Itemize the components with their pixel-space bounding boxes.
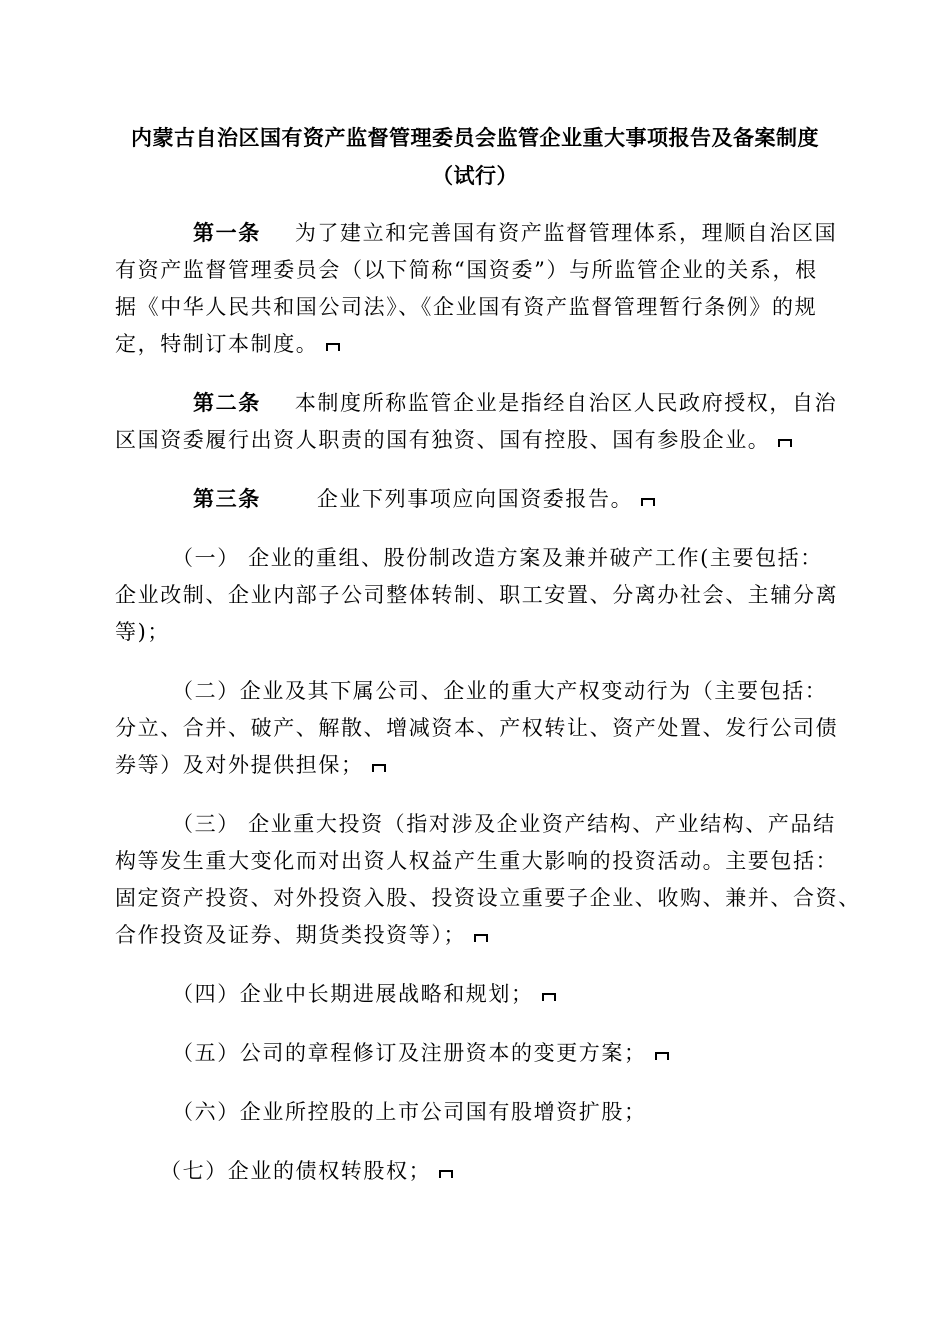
item6-text: （六）企业所控股的上市公司国有股增资扩股； <box>172 1100 647 1124</box>
article1-last-line <box>115 329 344 359</box>
article1-label: 第一条 <box>193 220 261 245</box>
item1-text-1: （一） 企业的重组、股份制改造方案及兼并破产工作(主要包括： <box>172 546 823 570</box>
paragraph-mark-icon <box>639 496 659 508</box>
article3-label: 第三条 <box>193 486 261 511</box>
article1-text-1: 为了建立和完善国有资产监督管理体系，理顺自治区国 <box>294 221 838 245</box>
article1-text-3: 据《中华人民共和国公司法》、《企业国有资产监督管理暂行条例》的规 <box>115 295 818 319</box>
item5-line <box>172 1038 673 1068</box>
article1-text-4: 定，特制订本制度。 <box>115 332 319 356</box>
article3-line <box>193 484 659 514</box>
item2-text-2: 分立、合并、破产、解散、增减资本、产权转让、资产处置、发行公司债 <box>115 716 839 740</box>
item2-text-3: 券等）及对外提供担保； <box>115 753 364 777</box>
article2-text-2: 区国资委履行出资人职责的国有独资、国有控股、国有参股企业。 <box>115 428 771 452</box>
item4-line <box>172 979 560 1009</box>
paragraph-mark-icon <box>472 932 492 944</box>
paragraph-mark-icon <box>540 991 560 1003</box>
item3-last-line <box>115 920 492 950</box>
paragraph-mark-icon <box>437 1168 457 1180</box>
item3-text-3: 固定资产投资、对外投资入股、投资设立重要子企业、收购、兼并、合资、 <box>115 886 861 910</box>
paragraph-mark-icon <box>370 762 390 774</box>
item7-text: （七）企业的债权转股权； <box>160 1159 432 1183</box>
item3-text-2: 构等发生重大变化而对出资人权益产生重大影响的投资活动。主要包括： <box>115 849 839 873</box>
item3-text-4: 合作投资及证券、期货类投资等）； <box>115 923 467 947</box>
article2-label: 第二条 <box>193 390 261 415</box>
paragraph-mark-icon <box>324 341 344 353</box>
item1-text-3: 等)； <box>115 620 170 644</box>
item5-text: （五）公司的章程修订及注册资本的变更方案； <box>172 1041 647 1065</box>
article3-text-1: 企业下列事项应向国资委报告。 <box>316 487 634 511</box>
article2-last-line <box>115 425 796 455</box>
item4-text: （四）企业中长期进展战略和规划； <box>172 982 534 1006</box>
paragraph-mark-icon <box>653 1050 673 1062</box>
document-subtitle: （试行） <box>432 163 518 188</box>
item2-text-1: （二）企业及其下属公司、企业的重大产权变动行为（主要包括： <box>172 679 828 703</box>
article2-text-1: 本制度所称监管企业是指经自治区人民政府授权，自治 <box>294 391 838 415</box>
item3-text-1: （三） 企业重大投资（指对涉及企业资产结构、产业结构、产品结 <box>172 812 836 836</box>
article1-text-2: 有资产监督管理委员会（以下简称“国资委”）与所监管企业的关系，根 <box>115 258 818 282</box>
item2-last-line <box>115 750 390 780</box>
paragraph-mark-icon <box>776 437 796 449</box>
item1-text-2: 企业改制、企业内部子公司整体转制、职工安置、分离办社会、主辅分离 <box>115 583 839 607</box>
item7-line <box>160 1156 457 1186</box>
article1-first-line <box>193 218 837 248</box>
article2-first-line <box>193 388 837 418</box>
document-title: 内蒙古自治区国有资产监督管理委员会监管企业重大事项报告及备案制度 <box>131 125 819 150</box>
